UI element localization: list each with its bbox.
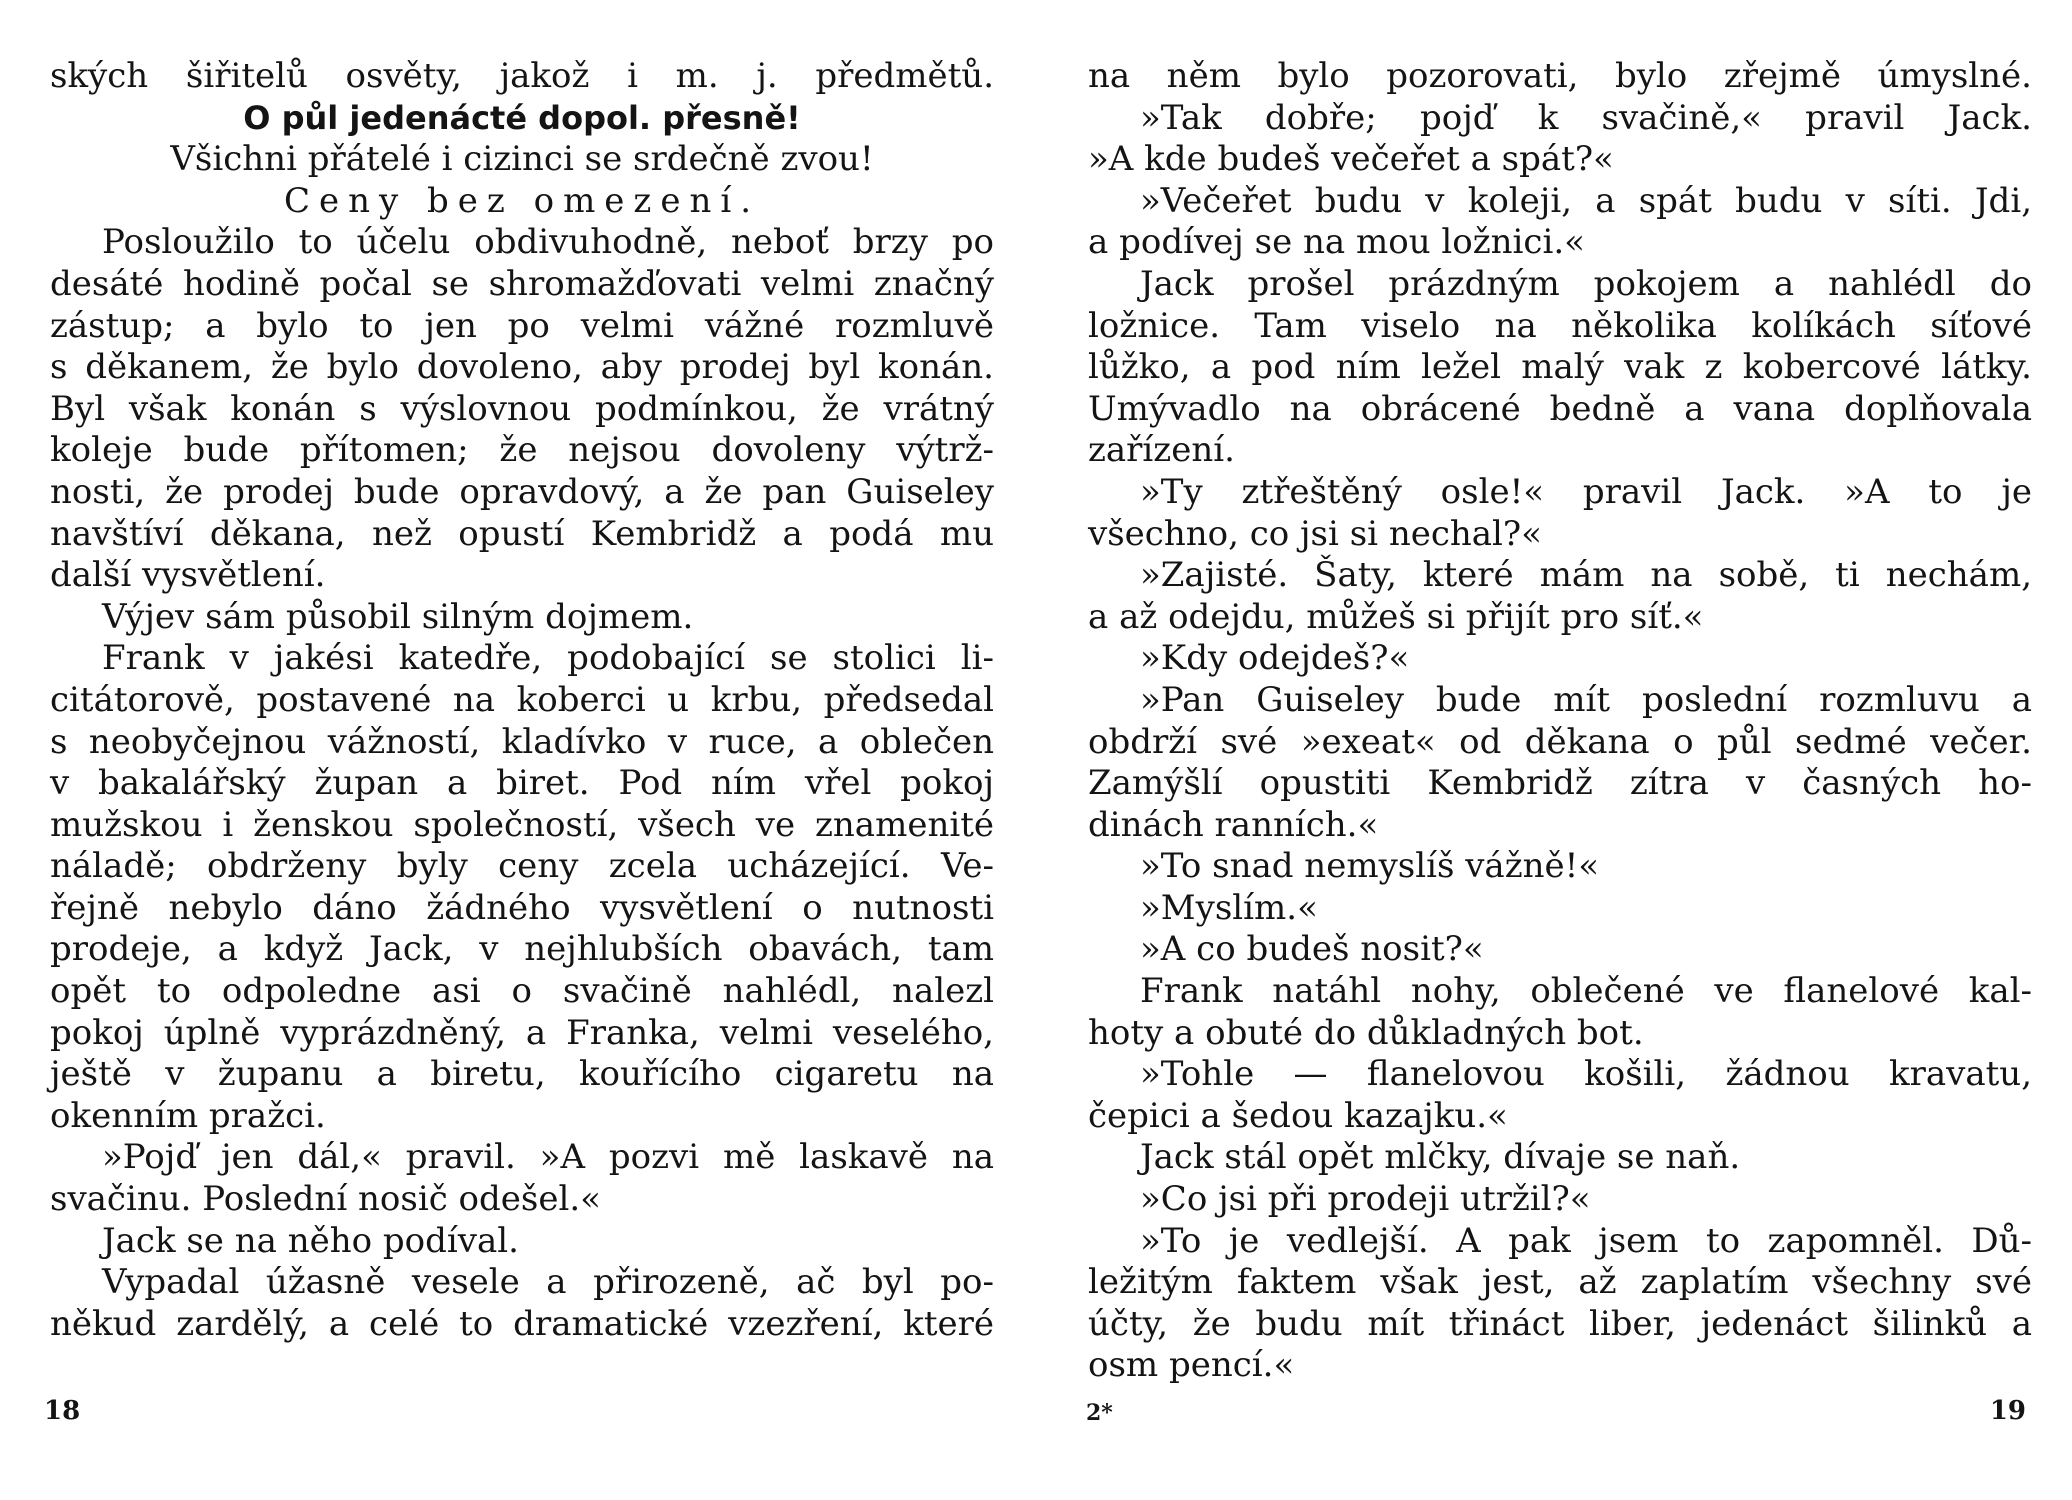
text-line: »A kde budeš večeřet a spát?« xyxy=(1088,139,1614,180)
text-line: mužskou i ženskou společností, všech ve znamenité xyxy=(50,804,994,845)
text-line: zařízení. xyxy=(1088,430,1235,471)
text-line: náladě; obdrženy byly ceny zcela ucházející. Ve- xyxy=(50,846,994,887)
text-line: svačinu. Poslední nosič odešel.« xyxy=(50,1179,601,1220)
text-line: ských šiřitelů osvěty, jakož i m. j. předmětů. xyxy=(50,56,994,96)
text-line: »Zajisté. Šaty, které mám na sobě, ti nechám, xyxy=(1140,555,2032,596)
text-line: citátorově, postavené na koberci u krbu, předsedal xyxy=(50,679,994,720)
text-line: Zamýšlí opustiti Kembridž zítra v časných ho- xyxy=(1088,763,2032,804)
text-line: účty, že budu mít třináct liber, jedenáct šilinků a xyxy=(1088,1303,2032,1344)
page-number-right: 19 xyxy=(1989,1396,2026,1426)
page-number-left: 18 xyxy=(44,1396,81,1426)
text-line: »To snad nemyslíš vážně!« xyxy=(1140,846,1600,887)
signature-mark: 2* xyxy=(1086,1400,1113,1426)
right-page xyxy=(1036,0,2072,1500)
text-line: Jack prošel prázdným pokojem a nahlédl do xyxy=(1140,263,2032,304)
text-line: »Kdy odejdeš?« xyxy=(1140,638,1410,679)
text-line: »Pojď jen dál,« pravil. »A pozvi mě laskavě na xyxy=(102,1137,994,1178)
right-page-text xyxy=(1088,56,2032,1387)
text-line: s děkanem, že bylo dovoleno, aby prodej byl konán. xyxy=(50,347,994,388)
left-page-text xyxy=(50,56,994,1345)
text-line: a podívej se na mou ložnici.« xyxy=(1088,222,1585,263)
text-line: ložnice. Tam viselo na několika kolíkách síťové xyxy=(1088,305,2032,346)
text-line: dinách ranních.« xyxy=(1088,804,1379,845)
text-line: desáté hodině počal se shromažďovati velmi značný xyxy=(50,263,994,304)
text-line: »To je vedlejší. A pak jsem to zapomněl. Dů- xyxy=(1140,1220,2032,1261)
text-line: Umývadlo na obrácené bedně a vana doplňovala xyxy=(1088,388,2032,429)
text-line: Frank natáhl nohy, oblečené ve flanelové kal- xyxy=(1140,971,2032,1012)
text-line: v bakalářský župan a biret. Pod ním vřel pokoj xyxy=(50,763,994,804)
text-line: okenním pražci. xyxy=(50,1095,326,1136)
text-line: »Večeřet budu v koleji, a spát budu v síti. Jdi, xyxy=(1140,180,2032,221)
text-line: a až odejdu, můžeš si přijít pro síť.« xyxy=(1088,596,1704,637)
text-line: Posloužilo to účelu obdivuhodně, neboť brzy po xyxy=(102,222,994,263)
text-line: prodeje, a když Jack, v nejhlubších obavách, tam xyxy=(50,929,994,970)
text-line: všechno, co jsi si nechal?« xyxy=(1088,513,1542,554)
text-line: někud zardělý, a celé to dramatické vzezření, které xyxy=(50,1303,994,1344)
text-line: Jack se na něho podíval. xyxy=(102,1220,519,1261)
text-line: čepici a šedou kazajku.« xyxy=(1088,1095,1508,1136)
text-line: řejně nebylo dáno žádného vysvětlení o nutnosti xyxy=(50,887,994,928)
text-line: obdrží své »exeat« od děkana o půl sedmé večer. xyxy=(1088,721,2032,762)
text-line: »Tak dobře; pojď k svačině,« pravil Jack. xyxy=(1140,97,2032,138)
text-line: »Co jsi při prodeji utržil?« xyxy=(1140,1179,1591,1220)
text-line: Výjev sám působil silným dojmem. xyxy=(102,596,694,637)
text-line: koleje bude přítomen; že nejsou dovoleny výtrž- xyxy=(50,430,994,471)
text-line: lůžko, a pod ním ležel malý vak z kobercové látky. xyxy=(1088,347,2032,388)
text-line: opět to odpoledne asi o svačině nahlédl, nalezl xyxy=(50,971,994,1012)
text-line: osm pencí.« xyxy=(1088,1345,1295,1386)
notice-invitation-line: Všichni přátelé i cizinci se srdečně zvou! xyxy=(170,139,874,180)
text-line: Byl však konán s výslovnou podmínkou, že vrátný xyxy=(50,388,994,429)
text-line: pokoj úplně vyprázdněný, a Franka, velmi veselého, xyxy=(50,1012,994,1053)
text-line: Vypadal úžasně vesele a přirozeně, ač byl po- xyxy=(102,1262,994,1303)
text-line: na něm bylo pozorovati, bylo zřejmě úmyslné. xyxy=(1088,56,2032,96)
text-line: »A co budeš nosit?« xyxy=(1140,929,1484,970)
text-line: »Myslím.« xyxy=(1140,887,1318,928)
text-line: zástup; a bylo to jen po velmi vážné rozmluvě xyxy=(50,305,994,346)
text-line: navštíví děkana, než opustí Kembridž a podá mu xyxy=(50,513,994,554)
text-line: hoty a obuté do důkladných bot. xyxy=(1088,1012,1644,1053)
text-line: s neobyčejnou vážností, kladívko v ruce, a oblečen xyxy=(50,721,994,762)
text-line: »Tohle — flanelovou košili, žádnou kravatu, xyxy=(1140,1054,2032,1095)
notice-time-line: O půl jedenácté dopol. přesně! xyxy=(243,98,801,137)
text-line: nosti, že prodej bude opravdový, a že pan Guiseley xyxy=(50,471,994,512)
notice-prices-line: Ceny bez omezení. xyxy=(283,180,761,221)
text-line: »Pan Guiseley bude mít poslední rozmluvu a xyxy=(1140,679,2032,720)
text-line: ještě v županu a biretu, kouřícího cigaretu na xyxy=(50,1054,994,1095)
text-line: Frank v jakési katedře, podobající se stolici li- xyxy=(102,638,994,679)
text-line: Jack stál opět mlčky, dívaje se naň. xyxy=(1140,1137,1741,1178)
text-line: ležitým faktem však jest, až zaplatím všechny své xyxy=(1088,1262,2032,1303)
text-line: další vysvětlení. xyxy=(50,555,326,596)
text-line: »Ty ztřeštěný osle!« pravil Jack. »A to je xyxy=(1140,471,2032,512)
